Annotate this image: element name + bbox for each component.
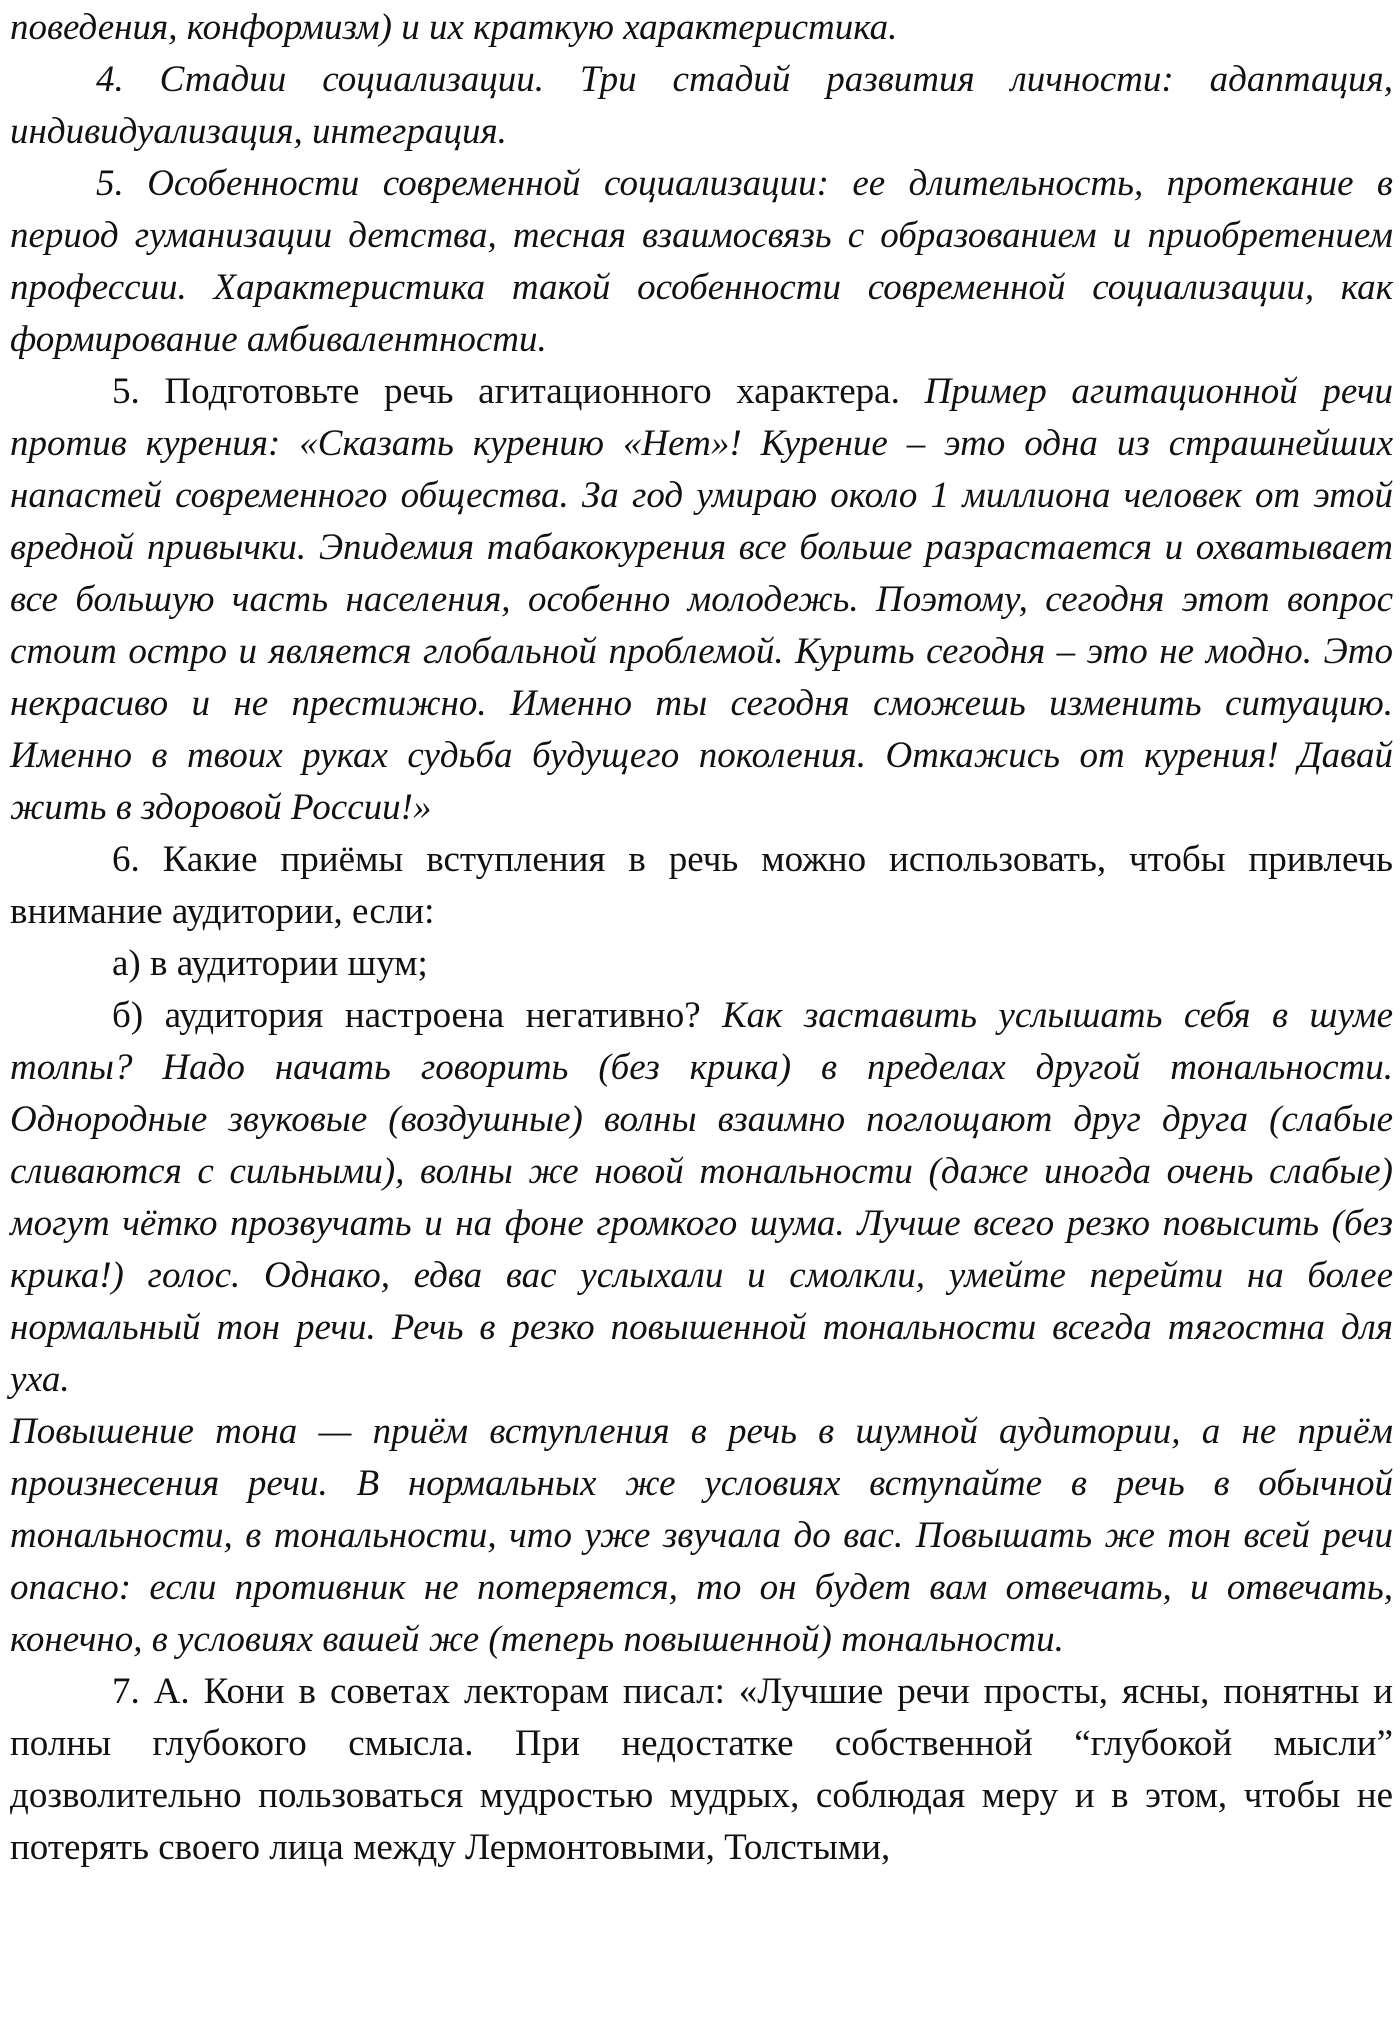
task-6-option-b [10,990,1393,1406]
task-5-agitation-speech [10,366,1393,834]
task-7-koni-quote [10,1666,1393,1874]
raising-tone-text: Повышение тона — приём вступления в речь в шумной аудитории, а не приём произнесения речи. В нормальных же условиях вступайте в речь в обычной тональности, в тональности, что уже звучала до вас. Повышать же тон всей речи опасно: если противник не потеряется, то он будет вам отвечать, и отвечать, конечно, в условиях вашей же (теперь повышенной) тональности. [10,1411,1393,1660]
document-page [10,2,1393,1874]
paragraph-continuation [10,2,1393,54]
task-6-option-a-text: а) в аудитории шум; [112,943,428,984]
task-6-question [10,834,1393,938]
paragraph-raising-tone [10,1406,1393,1666]
task-5-question: 5. Подготовьте речь агитационного характера. [112,371,900,412]
task-6-question-text: 6. Какие приёмы вступления в речь можно использовать, чтобы привлечь внимание аудитории, если: [10,839,1393,932]
task-6-option-b-answer: Как заставить услышать себя в шуме толпы? Надо начать говорить (без крика) в пределах другой тональности. Однородные звуковые (воздушные) волны взаимно поглощают друг друга (слабые сливаются с сильными), волны же новой тональности (даже иногда очень слабые) могут чётко прозвучать и на фоне громкого шума. Лучше всего резко повысить (без крика!) голос. Однако, едва вас услыхали и смолкли, умейте перейти на более нормальный тон речи. Речь в резко повышенной тональности всегда тягостна для уха. [10,995,1393,1400]
task-6-option-b-question: б) аудитория настроена негативно? [112,995,701,1036]
continuation-text: поведения, конформизм) и их краткую характеристика. [10,7,898,48]
paragraph-socialization-stages [10,54,1393,158]
modern-socialization-text: 5. Особенности современной социализации: ее длительность, протекание в период гуманизации детства, тесная взаимосвязь с образованием и приобретением профессии. Характеристика такой особенности современной социализации, как формирование амбивалентности. [10,163,1393,360]
task-7-text: 7. А. Кони в советах лекторам писал: «Лучшие речи просты, ясны, понятны и полны глубокого смысла. При недостатке собственной “глубокой мысли” дозволительно пользоваться мудростью мудрых, соблюдая меру и в этом, чтобы не потерять своего лица между Лермонтовыми, Толстыми, [10,1671,1393,1868]
task-6-option-a [10,938,1393,990]
socialization-stages-text: 4. Стадии социализации. Три стадий развития личности: адаптация, индивидуализация, интеграция. [10,59,1393,152]
paragraph-modern-socialization [10,158,1393,366]
task-5-answer: Пример агитационной речи против курения: «Сказать курению «Нет»! Курение – это одна из страшнейших напастей современного общества. За год умираю около 1 миллиона человек от этой вредной привычки. Эпидемия табакокурения все больше разрастается и охватывает все большую часть населения, особенно молодежь. Поэтому, сегодня этот вопрос стоит остро и является глобальной проблемой. Курить сегодня – это не модно. Это некрасиво и не престижно. Именно ты сегодня сможешь изменить ситуацию. Именно в твоих руках судьба будущего поколения. Откажись от курения! Давай жить в здоровой России!» [10,371,1393,828]
